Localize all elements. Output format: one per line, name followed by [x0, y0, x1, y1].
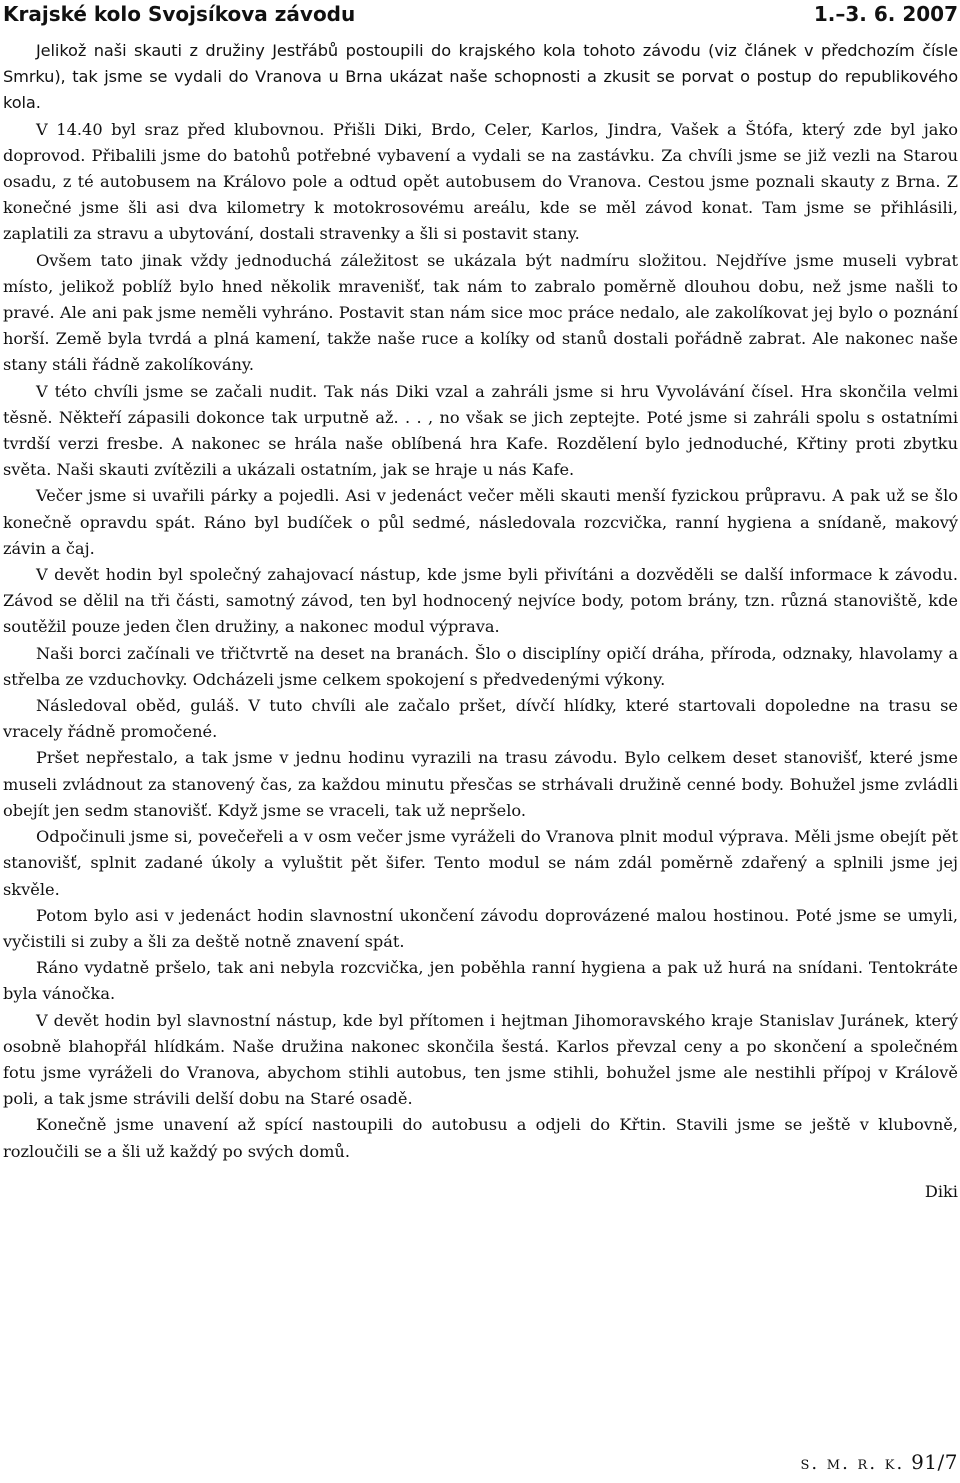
paragraph-gates: Naši borci začínali ve třičtvrtě na deset na branách. Šlo o disciplíny opičí dráha, příroda, odznaky, hlavolamy a střelba ze vzduchovky. Odcházeli jsme celkem spokojení s předvedenými výkony.	[3, 643, 958, 689]
article-title: Krajské kolo Svojsíkova závodu	[3, 2, 356, 26]
page-footer	[800, 1449, 958, 1477]
paragraph-return: Konečně jsme unavení až spící nastoupili do autobusu a odjeli do Křtin. Stavili jsme se ještě v klubovně, rozloučili se a šli už každý po svých domů.	[3, 1115, 958, 1161]
paragraph-opening: V devět hodin byl společný zahajovací nástup, kde jsme byli přivítáni a dozvěděli se další informace k závodu. Závod se dělil na tři části, samotný závod, ten byl hodnocený nejvíce body, potom brány, tzn. různá stanoviště, kde soutěžil pouze jeden člen družiny, a nakonec modul výprava.	[3, 565, 958, 637]
paragraph-intro: Jelikož naši skauti z družiny Jestřábů postoupili do krajského kola tohoto závodu (viz článek v předchozím čísle Smrku), tak jsme se vydali do Vranova u Brna ukázat naše schopnosti a zkusit se porvat o postup do republikového kola.	[3, 41, 958, 113]
paragraph-morning: Ráno vydatně pršelo, tak ani nebyla rozcvička, jen poběhla ranní hygiena a pak už hurá na snídani. Tentokráte byla vánočka.	[3, 958, 958, 1004]
author-signature: Diki	[924, 1181, 958, 1201]
article-body	[3, 38, 958, 1205]
page-number: 91/7	[911, 1450, 958, 1474]
page	[3, 0, 958, 1205]
paragraph-expedition: Odpočinuli jsme si, povečeřeli a v osm večer jsme vyráželi do Vranova plnit modul výprava. Měli jsme obejít pět stanovišť, splnit zadané úkoly a vyluštit pět šifer. Tento modul se nám zdál poměrně zdařený a splnili jsme jej skvěle.	[3, 827, 958, 899]
paragraph-departure: V 14.40 byl sraz před klubovnou. Přišli Diki, Brdo, Celer, Karlos, Jindra, Vašek a Štófa, který zde byl jako doprovod. Přibalili jsme do batohů potřebné vybavení a vydali se na zastávku. Za chvíli jsme se již vezli na Starou osadu, z té autobusem na Královo pole a odtud opět autobusem do Vranova. Cestou jsme poznali skauty z Brna. Z konečné jsme šli asi dva kilometry k motokrosovému areálu, kde se měl závod konat. Tam jsme se přihlásili, zaplatili za stravu a ubytování, dostali stravenky a šli si postavit stany.	[3, 119, 958, 244]
paragraph-lunch: Následoval oběd, guláš. V tuto chvíli ale začalo pršet, dívčí hlídky, které startovali dopoledne na trasu se vracely řádně promočené.	[3, 696, 958, 742]
paragraph-tents: Ovšem tato jinak vždy jednoduchá záležitost se ukázala být nadmíru složitou. Nejdříve jsme museli vybrat místo, jelikož poblíž bylo hned několik mravenišť, tak nám to zabralo poměrně dlouhou dobu, než jsme našli to pravé. Ale ani pak jsme neměli vyhráno. Postavit stan nám sice moc práce nedalo, ale zakolíkovat jej bylo o poznání horší. Země byla tvrdá a plná kamení, takže naše ruce a kolíky od stanů dostali pořádně zabrat. Ale nakonec naše stany stáli řádně zakolíkovány.	[3, 250, 958, 375]
paragraph-closing: Potom bylo asi v jedenáct hodin slavnostní ukončení závodu doprovázené malou hostinou. Poté jsme se umyli, vyčistili si zuby a šli za deště notně znavení spát.	[3, 905, 958, 951]
paragraph-evening: Večer jsme si uvařili párky a pojedli. Asi v jedenáct večer měli skauti menší fyzickou průpravu. A pak už se šlo konečně opravdu spát. Ráno byl budíček o půl sedmé, následovala rozcvička, ranní hygiena a snídaně, makový závin a čaj.	[3, 486, 958, 558]
paragraph-ceremony: V devět hodin byl slavnostní nástup, kde byl přítomen i hejtman Jihomoravského kraje Stanislav Juránek, který osobně blahopřál hlídkám. Naše družina nakonec skončila šestá. Karlos převzal ceny a po skončení a společném fotu jsme vyráželi do Vranova, abychom stihli autobus, ten jsme stihli, bohužel jsme ale nestihli přípoj v Králově poli, a tak jsme strávili delší dobu na Staré osadě.	[3, 1010, 958, 1109]
article-date: 1.–3. 6. 2007	[813, 2, 958, 26]
paragraph-route: Pršet nepřestalo, a tak jsme v jednu hodinu vyrazili na trasu závodu. Bylo celkem deset stanovišť, které jsme museli zvládnout za stanovený čas, za každou minutu přesčas se strhávali družině cenné body. Bohužel jsme zvládli obejít jen sedm stanovišť. Když jsme se vraceli, tak už nepršelo.	[3, 748, 958, 820]
paragraph-games: V této chvíli jsme se začali nudit. Tak nás Diki vzal a zahráli jsme si hru Vyvolávání čísel. Hra skončila velmi těsně. Někteří zápasili dokonce tak urputně až. . . , no však se jich zeptejte. Poté jsme si zahráli spolu s ostatními tvrdší verzi fresbe. A nakonec se hrála naše oblíbená hra Kafe. Rozdělení bylo jednoduché, Křtiny proti zbytku světa. Naši skauti zvítězili a ukázali ostatním, jak se hraje u nás Kafe.	[3, 381, 958, 480]
article-header	[3, 0, 958, 30]
magazine-name: s. m. r. k.	[800, 1453, 905, 1474]
